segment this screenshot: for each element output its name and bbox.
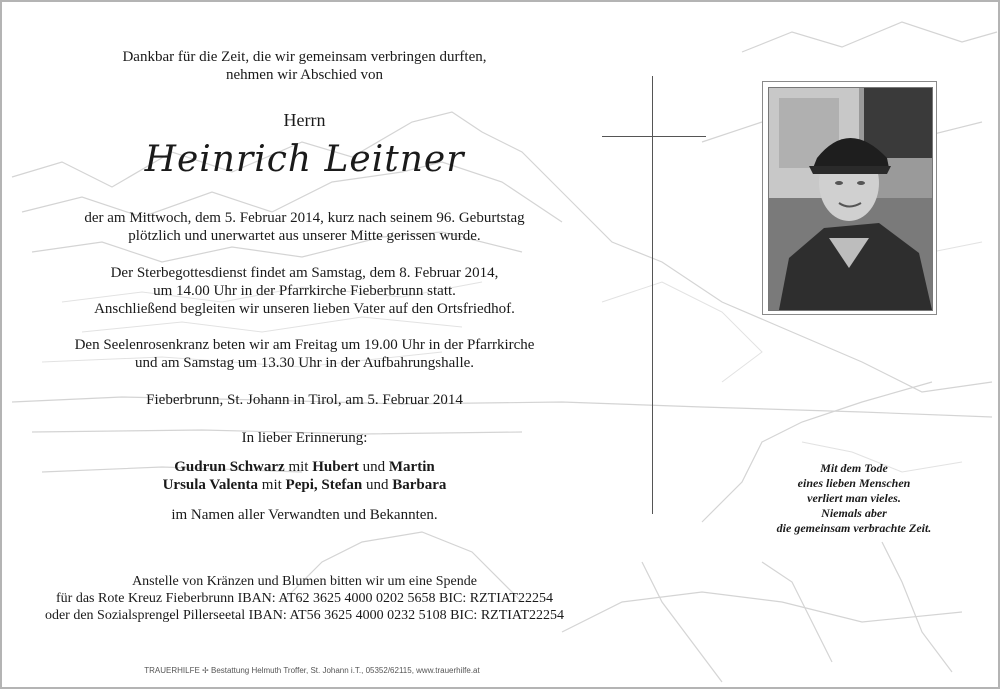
memorial-quote	[747, 461, 961, 536]
mourner-name: Gudrun Schwarz	[174, 459, 285, 475]
mourner-name: Hubert	[312, 459, 359, 475]
mourner-name: Barbara	[392, 477, 447, 493]
salutation: Herrn	[283, 110, 326, 130]
mourner-name: Martin	[388, 459, 435, 475]
donation-line-1: Anstelle von Kränzen und Blumen bitten wir um eine Spende	[132, 574, 477, 589]
quote-line-5: die gemeinsam verbrachte Zeit.	[776, 521, 932, 535]
quote-line-4: Niemals aber	[821, 506, 887, 520]
funeral-home-footer: TRAUERHILFE ✢ Bestattung Helmuth Troffer, St. Johann i.T., 05352/62115, www.trauerhilfe.at	[144, 666, 480, 675]
funeral-info	[12, 264, 597, 318]
family-line	[12, 506, 597, 524]
mourners-row-2	[12, 476, 597, 494]
cross-icon	[652, 76, 653, 514]
quote-line-3: verliert man vieles.	[807, 491, 901, 505]
funeral-line-2: um 14.00 Uhr in der Pfarrkirche Fieberbrunn statt.	[153, 283, 456, 299]
cross-icon-bar	[602, 136, 706, 137]
in-memory-text: In lieber Erinnerung:	[241, 430, 368, 446]
portrait-image	[769, 88, 932, 310]
donation-line-3: oder den Sozialsprengel Pillerseetal IBAN: AT56 3625 4000 0232 5108 BIC: RZTIAT22254	[44, 608, 565, 623]
mourners-row-1	[12, 458, 597, 476]
intro-line-1: Dankbar für die Zeit, die wir gemeinsam verbringen durften,	[122, 49, 487, 65]
death-notice	[12, 209, 597, 245]
quote-line-1: Mit dem Tode	[820, 461, 888, 475]
place-date-text: Fieberbrunn, St. Johann in Tirol, am 5. Februar 2014	[146, 392, 463, 408]
place-date	[12, 391, 597, 409]
funeral-line-1: Der Sterbegottesdienst findet am Samstag, dem 8. Februar 2014,	[110, 265, 499, 281]
quote-line-2: eines lieben Menschen	[797, 476, 911, 490]
portrait-frame	[762, 81, 937, 315]
in-memory-heading	[12, 429, 597, 447]
funeral-line-3: Anschließend begleiten wir unseren lieben Vater auf den Ortsfriedhof.	[94, 301, 515, 317]
mourners-list	[12, 458, 597, 494]
mourner-separator: und	[358, 459, 389, 475]
mourner-separator: und	[362, 477, 393, 493]
mourner-name: Pepi, Stefan	[285, 477, 363, 493]
intro-line-2: nehmen wir Abschied von	[225, 67, 384, 83]
donation-line-2: für das Rote Kreuz Fieberbrunn IBAN: AT62 3625 4000 0202 5658 BIC: RZTIAT22254	[56, 591, 553, 606]
mourner-name: Ursula Valenta	[162, 477, 259, 493]
portrait-photo	[768, 87, 933, 311]
death-notice-line-2: plötzlich und unerwartet aus unserer Mitte gerissen wurde.	[128, 228, 481, 244]
deceased-name: Heinrich Leitner	[144, 139, 465, 180]
donation-request	[12, 573, 597, 624]
mourner-separator: mit	[284, 459, 313, 475]
death-notice-line-1: der am Mittwoch, dem 5. Februar 2014, kurz nach seinem 96. Geburtstag	[84, 210, 525, 226]
rosary-info	[12, 336, 597, 372]
intro-text	[12, 48, 597, 84]
rosary-line-1: Den Seelenrosenkranz beten wir am Freitag um 19.00 Uhr in der Pfarrkirche	[74, 337, 535, 353]
family-line-text: im Namen aller Verwandten und Bekannten.	[171, 507, 438, 523]
mourner-separator: mit	[258, 477, 286, 493]
rosary-line-2: und am Samstag um 13.30 Uhr in der Aufbahrungshalle.	[134, 355, 475, 371]
